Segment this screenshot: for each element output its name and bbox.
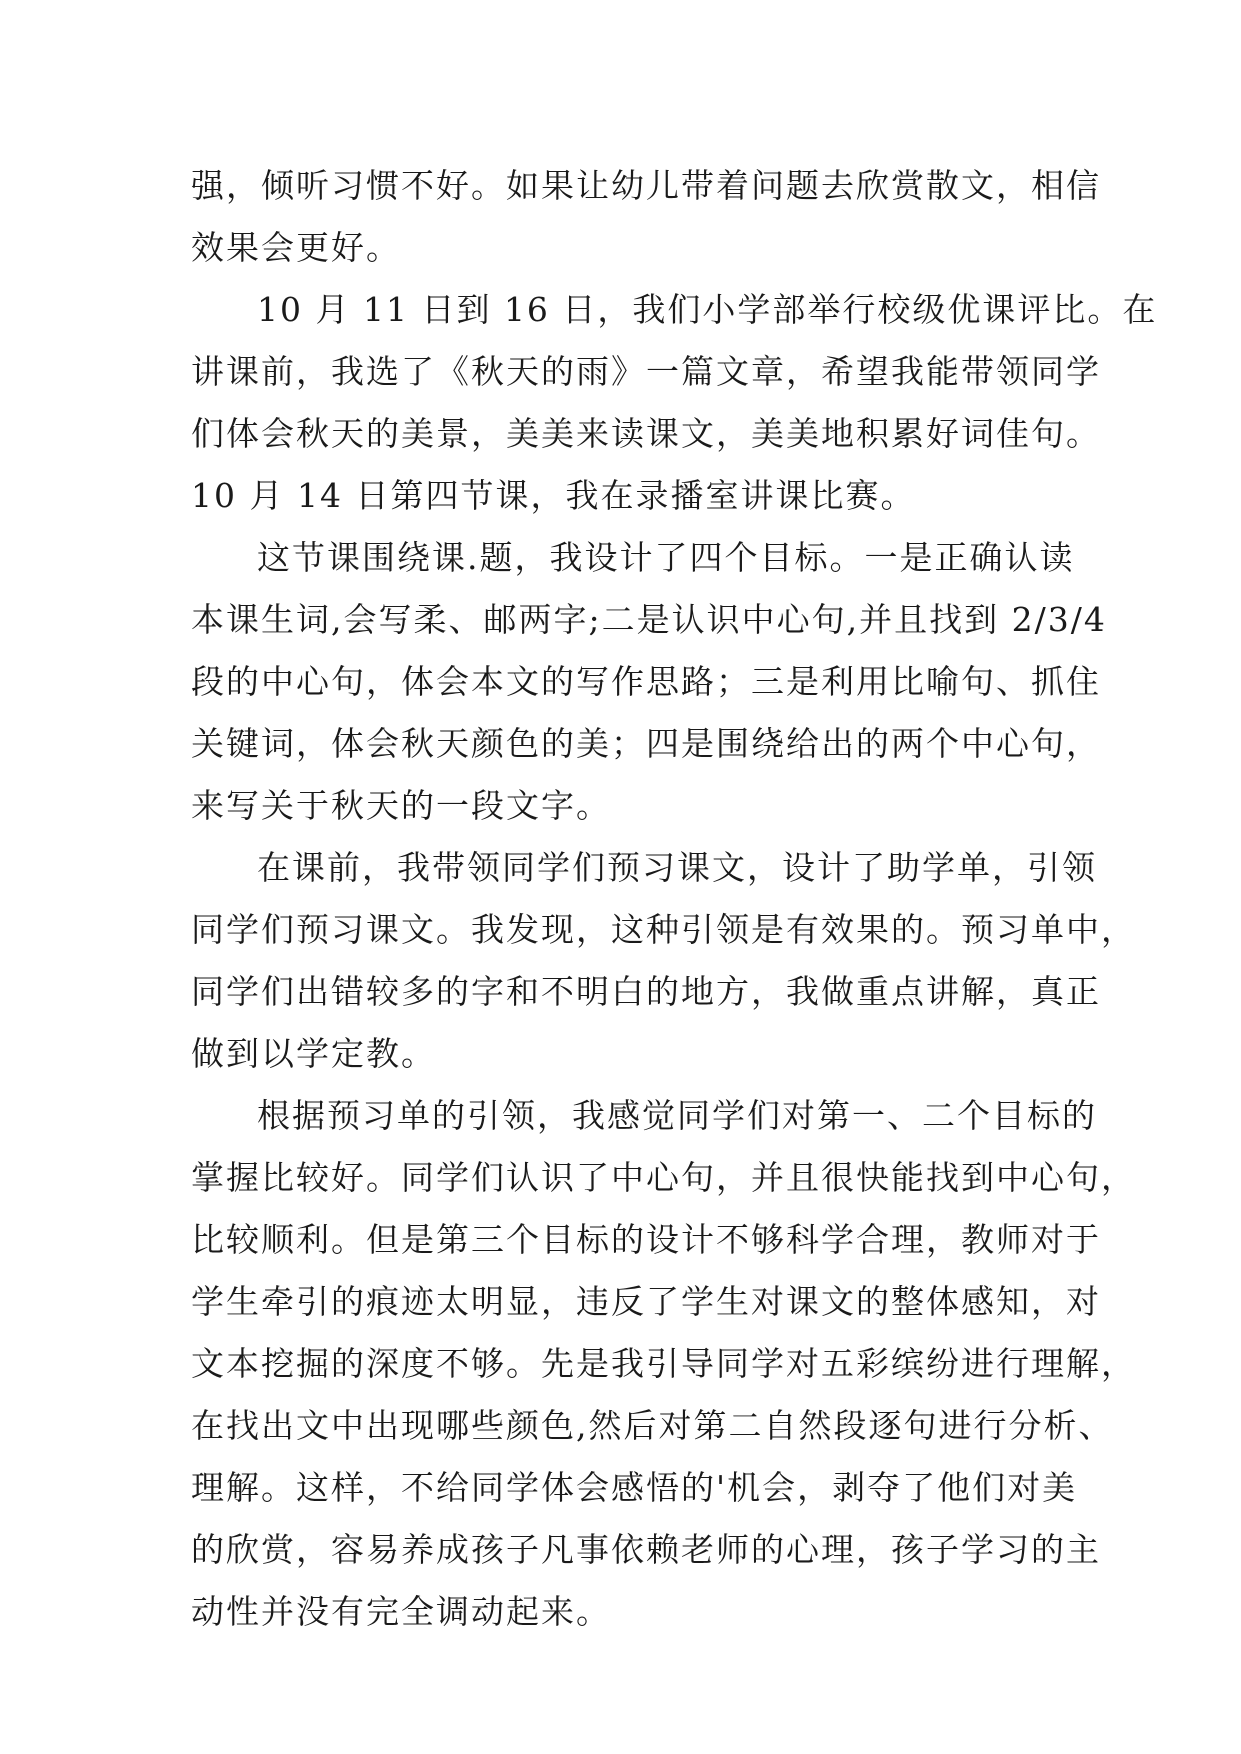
text-line: 关键词，体会秋天颜色的美；四是围绕给出的两个中心句， <box>191 724 1101 763</box>
text-line: 理解。这样，不给同学体会感悟的'机会，剥夺了他们对美 <box>191 1468 1078 1507</box>
text-line: 动性并没有完全调动起来。 <box>191 1592 611 1631</box>
text-line: 10 月 11 日到 16 日，我们小学部举行校级优课评比。在 <box>257 290 1158 329</box>
text-line: 掌握比较好。同学们认识了中心句，并且很快能找到中心句， <box>191 1158 1136 1197</box>
text-line: 比较顺利。但是第三个目标的设计不够科学合理，教师对于 <box>191 1220 1101 1259</box>
paragraph-4 <box>191 837 1136 1085</box>
text-line: 段的中心句，体会本文的写作思路；三是利用比喻句、抓住 <box>191 662 1101 701</box>
text-line: 的欣赏，容易养成孩子凡事依赖老师的心理，孩子学习的主 <box>191 1530 1101 1569</box>
text-line: 文本挖掘的深度不够。先是我引导同学对五彩缤纷进行理解， <box>191 1344 1136 1383</box>
text-line: 同学们出错较多的字和不明白的地方，我做重点讲解，真正 <box>191 972 1101 1011</box>
document-body <box>191 155 1158 1643</box>
text-line: 在找出文中出现哪些颜色,然后对第二自然段逐句进行分析、 <box>191 1406 1114 1445</box>
text-line: 做到以学定教。 <box>191 1034 436 1073</box>
text-line: 在课前，我带领同学们预习课文，设计了助学单，引领 <box>257 848 1097 887</box>
text-line: 本课生词,会写柔、邮两字;二是认识中心句,并且找到 2/3/4 <box>191 600 1107 639</box>
text-line: 讲课前，我选了《秋天的雨》一篇文章，希望我能带领同学 <box>191 352 1101 391</box>
paragraph-2 <box>191 279 1158 527</box>
text-line: 们体会秋天的美景，美美来读课文，美美地积累好词佳句。 <box>191 414 1101 453</box>
text-line: 来写关于秋天的一段文字。 <box>191 786 611 825</box>
paragraph-1 <box>191 155 1101 279</box>
text-line: 这节课围绕课.题，我设计了四个目标。一是正确认读 <box>257 538 1075 577</box>
text-line: 效果会更好。 <box>191 228 401 267</box>
paragraph-5 <box>191 1085 1136 1643</box>
text-line: 10 月 14 日第四节课，我在录播室讲课比赛。 <box>191 476 916 515</box>
text-line: 根据预习单的引领，我感觉同学们对第一、二个目标的 <box>257 1096 1097 1135</box>
text-line: 学生牵引的痕迹太明显，违反了学生对课文的整体感知，对 <box>191 1282 1101 1321</box>
text-line: 同学们预习课文。我发现，这种引领是有效果的。预习单中， <box>191 910 1136 949</box>
text-line: 强，倾听习惯不好。如果让幼儿带着问题去欣赏散文，相信 <box>191 166 1101 205</box>
paragraph-3 <box>191 527 1107 837</box>
